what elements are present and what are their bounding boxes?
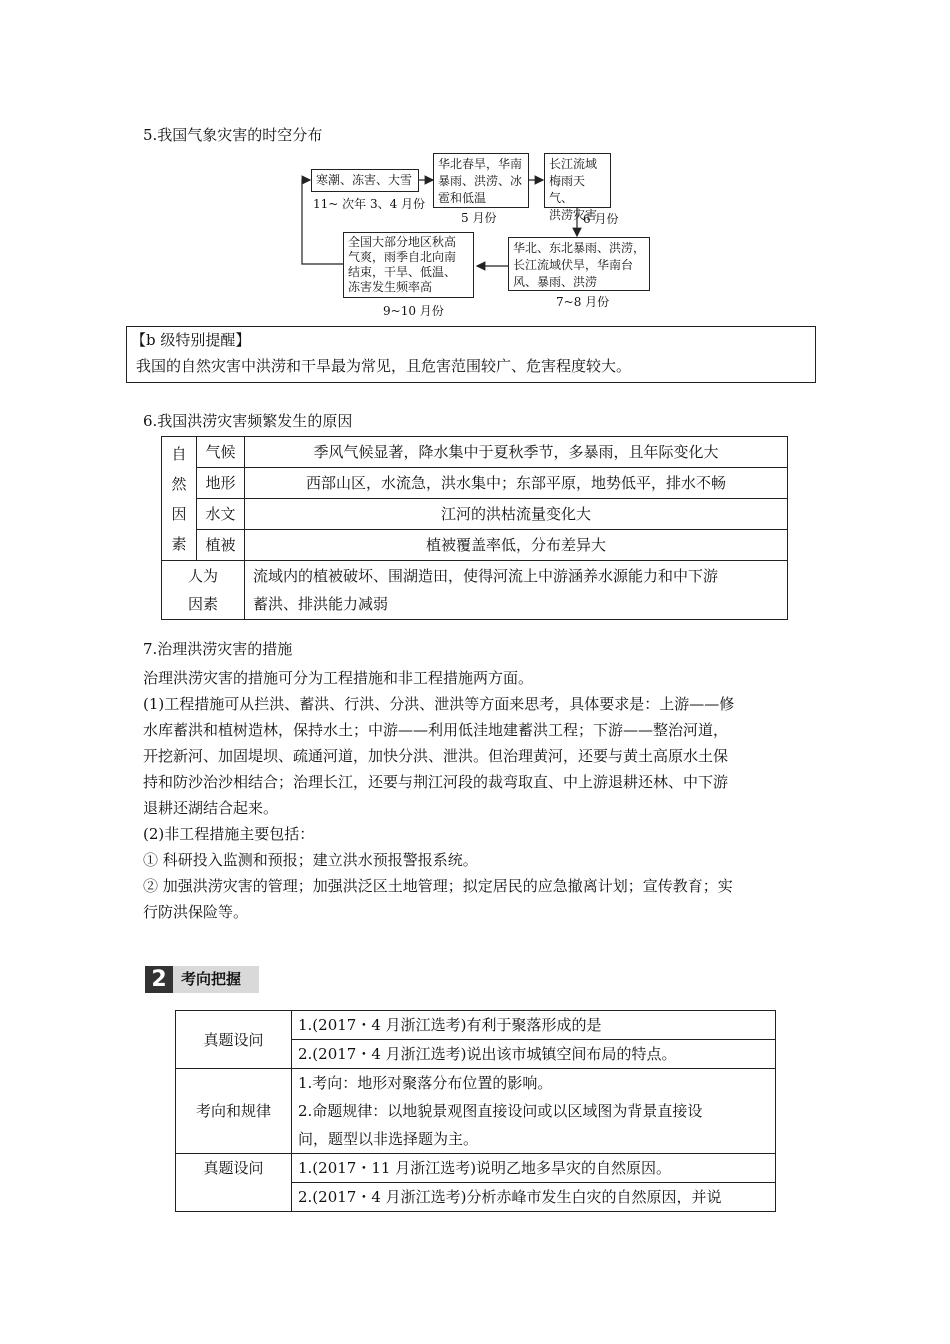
flow-caption-sep-oct: 9~10 月份 [383, 304, 444, 318]
section7-line: 持和防沙治沙相结合；治理长江，还要与荆江河段的裁弯取直、中上游退耕还林、中下游 [143, 773, 729, 791]
section-title-badge: 考向把握 [173, 966, 259, 993]
special-reminder-box [126, 326, 816, 383]
table-row [176, 1154, 776, 1183]
table-row [162, 530, 788, 561]
factor-hydrology: 水文 [197, 499, 245, 530]
table-row [162, 468, 788, 499]
natural-factors-label: 自 然 因 素 [162, 437, 197, 561]
row-item: 1.(2017・4 月浙江选考)有利于聚落形成的是 [292, 1011, 776, 1040]
flow-box-june: 长江流域 梅雨天气、 洪涝灾害 [544, 153, 611, 208]
row-label: 真题设问 [176, 1154, 292, 1212]
special-reminder-text: 我国的自然灾害中洪涝和干旱最为常见，且危害范围较广、危害程度较大。 [136, 357, 632, 375]
human-factors-desc: 流域内的植被破坏、围湖造田，使得河流上中游涵养水源能力和中下游 蓄洪、排洪能力减弱 [245, 561, 788, 620]
section7-line: (2)非工程措施主要包括： [143, 825, 315, 843]
flow-box-may: 华北春旱，华南 暴雨、洪涝、冰 雹和低温 [433, 153, 529, 208]
flow-box-jul-aug: 华北、东北暴雨、洪涝， 长江流域伏旱，华南台 风、暴雨、洪涝 [508, 237, 650, 291]
factor-terrain-desc: 西部山区，水流急，洪水集中；东部平原，地势低平，排水不畅 [245, 468, 788, 499]
row-item: 2.(2017・4 月浙江选考)分析赤峰市发生白灾的自然原因，并说 [292, 1183, 776, 1212]
section7-heading: 7.治理洪涝灾害的措施 [143, 640, 293, 658]
section7-body [143, 665, 734, 925]
factor-hydrology-desc: 江河的洪枯流量变化大 [245, 499, 788, 530]
flow-caption-june: 6 月份 [583, 212, 619, 226]
flow-caption-jul-aug: 7~8 月份 [556, 295, 610, 309]
factor-vegetation: 植被 [197, 530, 245, 561]
flow-box-sep-oct: 全国大部分地区秋高 气爽，雨季自北向南 结束，干旱、低温、 冻害发生频率高 [343, 232, 474, 298]
section7-line: ② 加强洪涝灾害的管理；加强洪泛区土地管理；拟定居民的应急撤离计划；宣传教育；实 [143, 877, 733, 895]
section7-line: (1)工程措施可从拦洪、蓄洪、行洪、分洪、泄洪等方面来思考，具体要求是：上游——修 [143, 695, 735, 713]
flow-box-winter: 寒潮、冻害、大雪 [311, 169, 419, 192]
table-row [176, 1011, 776, 1040]
flood-causes-table [161, 436, 788, 620]
factor-terrain: 地形 [197, 468, 245, 499]
section-number-badge: 2 [145, 966, 173, 993]
arrow-5-1 [302, 180, 343, 264]
row-item-group: 1.考向：地形对聚落分布位置的影响。 2.命题规律：以地貌景观图直接设问或以区域图为背景直接设 问，题型以非选择题为主。 [292, 1069, 776, 1154]
section5-heading: 5.我国气象灾害的时空分布 [143, 126, 323, 144]
human-factors-label: 人为 因素 [162, 561, 245, 620]
flow-caption-may: 5 月份 [461, 211, 497, 225]
row-item: 2.(2017・4 月浙江选考)说出该市城镇空间布局的特点。 [292, 1040, 776, 1069]
table-row [162, 437, 788, 468]
section7-line: 治理洪涝灾害的措施可分为工程措施和非工程措施两方面。 [143, 669, 534, 687]
section7-line: 开挖新河、加固堤坝、疏通河道，加快分洪、泄洪。但治理黄河，还要与黄土高原水土保 [143, 747, 729, 765]
factor-climate: 气候 [197, 437, 245, 468]
factor-climate-desc: 季风气候显著，降水集中于夏秋季节，多暴雨，且年际变化大 [245, 437, 788, 468]
row-item: 1.(2017・11 月浙江选考)说明乙地多旱灾的自然原因。 [292, 1154, 776, 1183]
section7-line: 行防洪保险等。 [143, 903, 249, 921]
table-row [176, 1069, 776, 1154]
section7-line: 退耕还湖结合起来。 [143, 799, 279, 817]
row-label: 考向和规律 [176, 1069, 292, 1154]
flow-caption-winter: 11~ 次年 3、4 月份 [313, 197, 426, 211]
exam-direction-table [175, 1010, 776, 1212]
table-row [162, 499, 788, 530]
section7-line: ① 科研投入监测和预报；建立洪水预报警报系统。 [143, 851, 478, 869]
section6-heading: 6.我国洪涝灾害频繁发生的原因 [143, 412, 353, 430]
section7-line: 水库蓄洪和植树造林，保持水土；中游——利用低洼地建蓄洪工程；下游——整治河道， [143, 721, 729, 739]
special-reminder-title: 【b 级特别提醒】 [131, 331, 251, 349]
row-label: 真题设问 [176, 1011, 292, 1069]
table-row [162, 561, 788, 620]
factor-vegetation-desc: 植被覆盖率低，分布差异大 [245, 530, 788, 561]
